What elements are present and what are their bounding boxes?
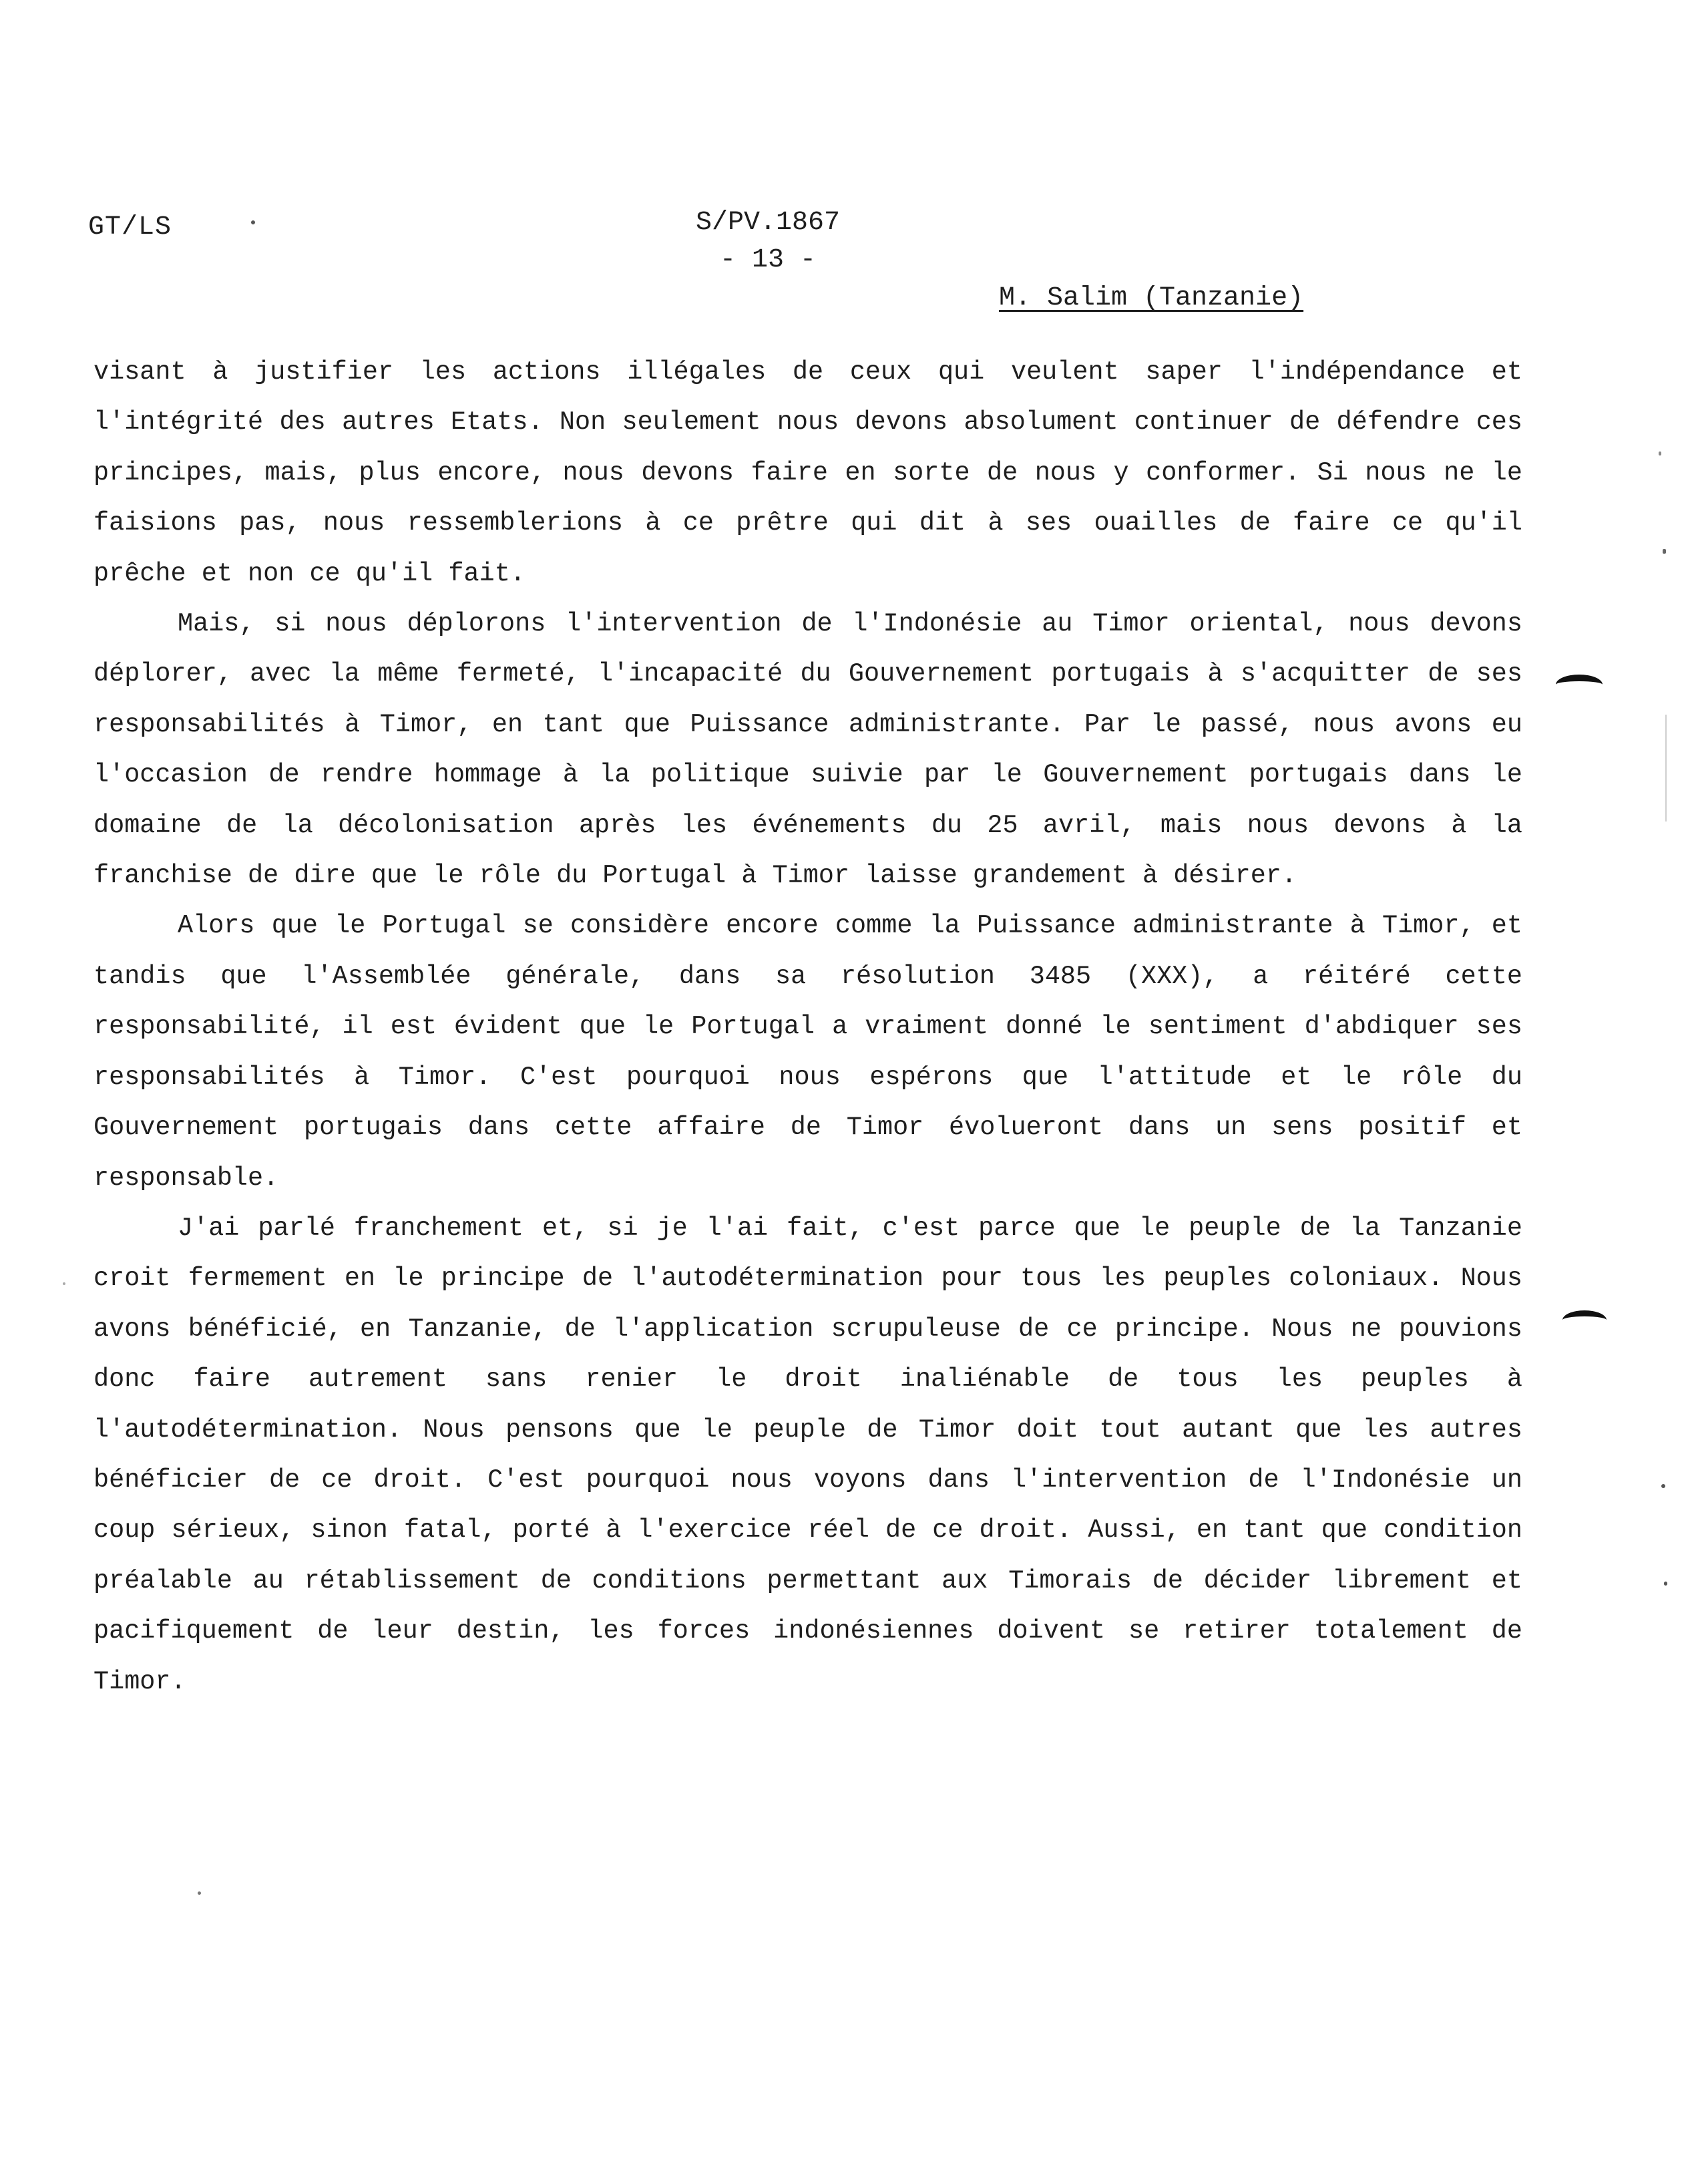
scan-speck	[1659, 451, 1661, 456]
document-body	[93, 347, 1522, 1707]
scan-speck	[63, 1282, 65, 1285]
scan-edge-line	[1665, 715, 1667, 822]
paragraph-2: Mais, si nous déplorons l'intervention de l'Indonésie au Timor oriental, nous devons déplorer, avec la même fermeté, l'incapacité du Gouvernement portugais à s'acquitter de ses responsabilités à Timor, en tant que Puissance administrante. Par le passé, nous avons eu l'occasion de rendre hommage à la politique suivie par le Gouvernement portugais dans le domaine de la décolonisation après les événements du 25 avril, mais nous devons à la franchise de dire que le rôle du Portugal à Timor laisse grandement à désirer.	[93, 609, 1522, 891]
scan-speck	[251, 220, 255, 224]
paragraph-1: visant à justifier les actions illégales de ceux qui veulent saper l'indépendance et l'intégrité des autres Etats. Non seulement nous devons absolument continuer de défendre ces principes, mais, plus encore, nous devons faire en sorte de nous y conformer. Si nous ne le faisions pas, nous ressemblerions à ce prêtre qui dit à ses ouailles de faire ce qu'il prêche et non ce qu'il fait.	[93, 357, 1522, 588]
scan-speck	[198, 1891, 201, 1895]
scan-crease-mark	[1562, 1310, 1607, 1330]
document-code: GT/LS	[88, 212, 172, 242]
paragraph-3: Alors que le Portugal se considère encore comme la Puissance administrante à Timor, et tandis que l'Assemblée générale, dans sa résolution 3485 (XXX), a réitéré cette responsabilité, il est évident que le Portugal a vraiment donné le sentiment d'abdiquer ses responsabilités à Timor. C'est pourquoi nous espérons que l'attitude et le rôle du Gouvernement portugais dans cette affaire de Timor évolueront dans un sens positif et responsable.	[93, 911, 1522, 1193]
document-symbol: S/PV.1867	[695, 208, 841, 238]
paragraph-4: J'ai parlé franchement et, si je l'ai fait, c'est parce que le peuple de la Tanzanie croit fermement en le principe de l'autodétermination pour tous les peuples coloniaux. Nous avons bénéficié, en Tanzanie, de l'application scrupuleuse de ce principe. Nous ne pouvions donc faire autrement sans renier le droit inaliénable de tous les peuples à l'autodétermination. Nous pensons que le peuple de Timor doit tout autant que les autres bénéficier de ce droit. C'est pourquoi nous voyons dans l'intervention de l'Indonésie un coup sérieux, sinon fatal, porté à l'exercice réel de ce droit. Aussi, en tant que condition préalable au rétablissement de conditions permettant aux Timorais de décider librement et pacifiquement de leur destin, les forces indonésiennes doivent se retirer totalement de Timor.	[93, 1213, 1522, 1696]
document-header	[688, 204, 848, 279]
page-number: - 13 -	[719, 245, 817, 275]
speaker-name: M. Salim (Tanzanie)	[999, 283, 1304, 313]
scan-speck	[1664, 1582, 1667, 1586]
scan-speck	[1661, 1484, 1665, 1488]
scan-speck	[1663, 549, 1666, 554]
scan-crease-mark	[1556, 675, 1603, 695]
